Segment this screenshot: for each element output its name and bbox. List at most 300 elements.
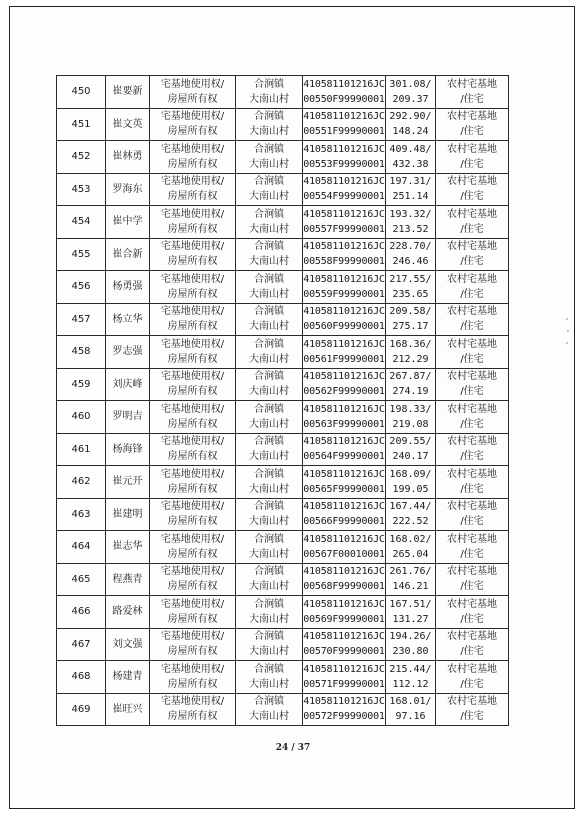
cell-right-type — [150, 466, 236, 499]
cell-area-text: 261.76/ — [389, 566, 432, 578]
cell-right-type-text: 房屋所有权 — [167, 191, 218, 203]
cell-usage — [436, 693, 509, 726]
cell-location — [236, 271, 303, 304]
cell-area-text: 168.36/ — [389, 338, 432, 350]
cell-area — [386, 173, 436, 206]
cell-right-type — [150, 206, 236, 239]
cell-unit-code-text: 410581101216JC — [303, 566, 385, 578]
cell-area-text: 215.44/ — [389, 663, 432, 675]
cell-serial-number — [57, 303, 106, 336]
cell-owner-name — [106, 596, 150, 629]
cell-owner-name — [106, 433, 150, 466]
cell-right-type-text: 房屋所有权 — [167, 613, 218, 625]
table-row — [57, 596, 509, 629]
cell-unit-code-text: 00559F99990001 — [303, 288, 385, 300]
cell-owner-name-text: 杨立华 — [112, 313, 143, 325]
cell-unit-code-text: 00568F99990001 — [303, 581, 385, 593]
cell-serial-number — [57, 401, 106, 434]
cell-unit-code-text: 410581101216JC — [303, 111, 385, 123]
cell-unit-code-text: 00560F99990001 — [303, 321, 385, 333]
cell-location-text: 合涧镇 — [254, 176, 284, 188]
cell-area-text: 168.09/ — [389, 468, 432, 480]
cell-usage-text: /住宅 — [460, 386, 484, 398]
cell-area — [386, 596, 436, 629]
cell-unit-code — [303, 368, 386, 401]
cell-location — [236, 368, 303, 401]
cell-right-type-text: 房屋所有权 — [167, 451, 218, 463]
cell-right-type — [150, 238, 236, 271]
cell-unit-code-text: 410581101216JC — [303, 338, 385, 350]
cell-location — [236, 76, 303, 109]
cell-usage-text: 农村宅基地 — [447, 663, 497, 675]
cell-owner-name-text: 罗明吉 — [112, 411, 143, 423]
cell-unit-code-text: 00570F99990001 — [303, 646, 385, 658]
cell-unit-code — [303, 596, 386, 629]
cell-location-text: 大南山村 — [249, 581, 289, 593]
cell-area-text: 97.16 — [395, 711, 426, 723]
cell-area-text: 251.14 — [392, 191, 429, 203]
cell-usage-text: 农村宅基地 — [447, 241, 497, 253]
cell-right-type — [150, 433, 236, 466]
cell-owner-name — [106, 628, 150, 661]
cell-usage — [436, 498, 509, 531]
cell-serial-number — [57, 238, 106, 271]
cell-usage-text: /住宅 — [460, 353, 484, 365]
cell-serial-number — [57, 563, 106, 596]
cell-location — [236, 238, 303, 271]
cell-area-text: 235.65 — [392, 288, 429, 300]
cell-serial-number — [57, 498, 106, 531]
cell-location-text: 合涧镇 — [254, 501, 284, 513]
cell-right-type — [150, 336, 236, 369]
cell-right-type-text: 宅基地使用权/ — [160, 78, 225, 90]
cell-area-text: 240.17 — [392, 451, 429, 463]
cell-unit-code-text: 00569F99990001 — [303, 613, 385, 625]
cell-location-text: 合涧镇 — [254, 566, 284, 578]
cell-right-type-text: 房屋所有权 — [167, 548, 218, 560]
table-row — [57, 433, 509, 466]
cell-location — [236, 693, 303, 726]
cell-area-text: 213.52 — [392, 223, 429, 235]
cell-right-type — [150, 498, 236, 531]
table-row — [57, 108, 509, 141]
cell-usage-text: 农村宅基地 — [447, 273, 497, 285]
cell-unit-code — [303, 141, 386, 174]
cell-location-text: 大南山村 — [249, 126, 289, 138]
cell-usage-text: /住宅 — [460, 646, 484, 658]
cell-serial-number — [57, 76, 106, 109]
cell-unit-code — [303, 206, 386, 239]
table-row — [57, 206, 509, 239]
cell-owner-name — [106, 141, 150, 174]
cell-unit-code — [303, 76, 386, 109]
cell-serial-number — [57, 141, 106, 174]
cell-area — [386, 693, 436, 726]
cell-area — [386, 206, 436, 239]
cell-area — [386, 563, 436, 596]
cell-area — [386, 368, 436, 401]
cell-unit-code — [303, 108, 386, 141]
cell-right-type-text: 房屋所有权 — [167, 158, 218, 170]
cell-serial-number — [57, 693, 106, 726]
cell-area-text: 275.17 — [392, 321, 429, 333]
cell-location — [236, 206, 303, 239]
cell-usage-text: /住宅 — [460, 256, 484, 268]
cell-location — [236, 466, 303, 499]
cell-location-text: 大南山村 — [249, 353, 289, 365]
cell-right-type — [150, 661, 236, 694]
cell-right-type-text: 宅基地使用权/ — [160, 468, 225, 480]
cell-right-type — [150, 303, 236, 336]
cell-right-type-text: 宅基地使用权/ — [160, 208, 225, 220]
cell-right-type — [150, 368, 236, 401]
table-row — [57, 531, 509, 564]
cell-usage-text: 农村宅基地 — [447, 436, 497, 448]
cell-usage — [436, 433, 509, 466]
registration-table — [56, 75, 509, 726]
cell-area — [386, 238, 436, 271]
cell-location-text: 大南山村 — [249, 451, 289, 463]
cell-location-text: 合涧镇 — [254, 403, 284, 415]
table-row — [57, 498, 509, 531]
cell-area-text: 212.29 — [392, 353, 429, 365]
cell-serial-number-text: 463 — [71, 508, 91, 520]
cell-area — [386, 76, 436, 109]
cell-right-type-text: 房屋所有权 — [167, 483, 218, 495]
cell-serial-number-text: 459 — [71, 378, 91, 390]
cell-usage — [436, 271, 509, 304]
cell-usage-text: 农村宅基地 — [447, 501, 497, 513]
cell-location — [236, 628, 303, 661]
cell-unit-code-text: 410581101216JC — [303, 533, 385, 545]
cell-usage-text: /住宅 — [460, 613, 484, 625]
cell-area-text: 146.21 — [392, 581, 429, 593]
cell-unit-code — [303, 401, 386, 434]
cell-usage-text: /住宅 — [460, 418, 484, 430]
cell-usage-text: 农村宅基地 — [447, 306, 497, 318]
cell-usage — [436, 76, 509, 109]
cell-owner-name-text: 崔中学 — [112, 216, 143, 228]
cell-area-text: 131.27 — [392, 613, 429, 625]
cell-usage-text: /住宅 — [460, 126, 484, 138]
cell-location-text: 大南山村 — [249, 548, 289, 560]
cell-right-type-text: 宅基地使用权/ — [160, 533, 225, 545]
cell-right-type-text: 房屋所有权 — [167, 581, 218, 593]
cell-area — [386, 108, 436, 141]
cell-location-text: 大南山村 — [249, 418, 289, 430]
cell-right-type — [150, 628, 236, 661]
cell-unit-code-text: 410581101216JC — [303, 78, 385, 90]
table-row — [57, 141, 509, 174]
cell-right-type — [150, 563, 236, 596]
cell-unit-code-text: 00571F99990001 — [303, 678, 385, 690]
cell-right-type-text: 房屋所有权 — [167, 256, 218, 268]
cell-owner-name — [106, 173, 150, 206]
cell-serial-number — [57, 206, 106, 239]
cell-location-text: 合涧镇 — [254, 143, 284, 155]
table-row — [57, 238, 509, 271]
cell-location-text: 大南山村 — [249, 613, 289, 625]
cell-location-text: 大南山村 — [249, 321, 289, 333]
cell-usage-text: /住宅 — [460, 483, 484, 495]
cell-unit-code-text: 410581101216JC — [303, 436, 385, 448]
cell-usage — [436, 628, 509, 661]
cell-area — [386, 531, 436, 564]
cell-right-type-text: 房屋所有权 — [167, 321, 218, 333]
cell-area — [386, 141, 436, 174]
cell-location-text: 大南山村 — [249, 386, 289, 398]
cell-unit-code-text: 410581101216JC — [303, 631, 385, 643]
cell-right-type — [150, 108, 236, 141]
page-number: 24 / 37 — [275, 743, 311, 753]
cell-usage — [436, 368, 509, 401]
cell-unit-code-text: 410581101216JC — [303, 208, 385, 220]
cell-right-type-text: 宅基地使用权/ — [160, 696, 225, 708]
cell-owner-name — [106, 661, 150, 694]
cell-right-type-text: 房屋所有权 — [167, 678, 218, 690]
cell-serial-number-text: 467 — [71, 638, 91, 650]
cell-location-text: 合涧镇 — [254, 436, 284, 448]
cell-location-text: 大南山村 — [249, 711, 289, 723]
cell-area — [386, 466, 436, 499]
cell-owner-name-text: 崔林勇 — [112, 151, 143, 163]
cell-unit-code-text: 00561F99990001 — [303, 353, 385, 365]
cell-owner-name-text: 程燕青 — [112, 573, 143, 585]
cell-serial-number-text: 455 — [71, 248, 91, 260]
cell-unit-code-text: 00567F00010001 — [303, 548, 385, 560]
cell-area — [386, 271, 436, 304]
cell-owner-name — [106, 336, 150, 369]
cell-right-type-text: 宅基地使用权/ — [160, 631, 225, 643]
cell-usage-text: 农村宅基地 — [447, 631, 497, 643]
cell-location — [236, 141, 303, 174]
cell-area-text: 112.12 — [392, 678, 429, 690]
cell-right-type — [150, 271, 236, 304]
cell-usage-text: /住宅 — [460, 581, 484, 593]
cell-right-type-text: 宅基地使用权/ — [160, 566, 225, 578]
cell-area-text: 199.05 — [392, 483, 429, 495]
cell-unit-code-text: 410581101216JC — [303, 468, 385, 480]
cell-location-text: 合涧镇 — [254, 468, 284, 480]
cell-area-text: 230.80 — [392, 646, 429, 658]
cell-usage — [436, 206, 509, 239]
cell-right-type-text: 宅基地使用权/ — [160, 598, 225, 610]
cell-location-text: 大南山村 — [249, 256, 289, 268]
cell-right-type-text: 宅基地使用权/ — [160, 501, 225, 513]
cell-right-type-text: 房屋所有权 — [167, 646, 218, 658]
table-row — [57, 401, 509, 434]
cell-usage — [436, 108, 509, 141]
cell-unit-code — [303, 628, 386, 661]
cell-right-type-text: 房屋所有权 — [167, 126, 218, 138]
cell-unit-code-text: 00572F99990001 — [303, 711, 385, 723]
cell-usage-text: /住宅 — [460, 711, 484, 723]
cell-serial-number-text: 464 — [71, 541, 91, 553]
scan-speck — [566, 318, 568, 320]
cell-serial-number — [57, 108, 106, 141]
cell-usage — [436, 303, 509, 336]
cell-area-text: 292.90/ — [389, 111, 432, 123]
cell-right-type-text: 房屋所有权 — [167, 223, 218, 235]
scan-speck — [566, 342, 568, 344]
cell-unit-code-text: 410581101216JC — [303, 143, 385, 155]
cell-area — [386, 433, 436, 466]
cell-area-text: 193.32/ — [389, 208, 432, 220]
cell-serial-number — [57, 433, 106, 466]
cell-right-type-text: 房屋所有权 — [167, 711, 218, 723]
cell-unit-code — [303, 531, 386, 564]
cell-location — [236, 173, 303, 206]
cell-usage-text: /住宅 — [460, 158, 484, 170]
cell-right-type — [150, 401, 236, 434]
cell-area — [386, 498, 436, 531]
cell-location-text: 合涧镇 — [254, 78, 284, 90]
table-row — [57, 303, 509, 336]
cell-location-text: 大南山村 — [249, 93, 289, 105]
cell-right-type — [150, 141, 236, 174]
cell-serial-number-text: 460 — [71, 411, 91, 423]
cell-area-text: 246.46 — [392, 256, 429, 268]
cell-area-text: 267.87/ — [389, 371, 432, 383]
cell-owner-name — [106, 271, 150, 304]
cell-usage-text: 农村宅基地 — [447, 338, 497, 350]
cell-location — [236, 401, 303, 434]
cell-area-text: 301.08/ — [389, 78, 432, 90]
cell-location-text: 大南山村 — [249, 223, 289, 235]
cell-unit-code-text: 00553F99990001 — [303, 158, 385, 170]
cell-serial-number — [57, 661, 106, 694]
cell-area-text: 409.48/ — [389, 143, 432, 155]
cell-area-text: 209.58/ — [389, 306, 432, 318]
cell-owner-name-text: 崔要新 — [112, 86, 143, 98]
cell-location — [236, 563, 303, 596]
cell-unit-code-text: 410581101216JC — [303, 663, 385, 675]
cell-area-text: 168.01/ — [389, 696, 432, 708]
cell-owner-name-text: 崔元开 — [112, 476, 143, 488]
cell-serial-number-text: 451 — [71, 118, 91, 130]
cell-location — [236, 108, 303, 141]
cell-unit-code-text: 410581101216JC — [303, 241, 385, 253]
cell-location-text: 大南山村 — [249, 646, 289, 658]
table-row — [57, 628, 509, 661]
cell-unit-code-text: 410581101216JC — [303, 501, 385, 513]
cell-area-text: 198.33/ — [389, 403, 432, 415]
cell-owner-name — [106, 368, 150, 401]
cell-serial-number-text: 465 — [71, 573, 91, 585]
cell-right-type-text: 宅基地使用权/ — [160, 176, 225, 188]
cell-usage-text: /住宅 — [460, 191, 484, 203]
cell-usage — [436, 238, 509, 271]
cell-area-text: 217.55/ — [389, 273, 432, 285]
cell-right-type-text: 房屋所有权 — [167, 93, 218, 105]
cell-usage-text: 农村宅基地 — [447, 371, 497, 383]
cell-right-type-text: 房屋所有权 — [167, 418, 218, 430]
cell-right-type-text: 房屋所有权 — [167, 288, 218, 300]
cell-owner-name — [106, 238, 150, 271]
cell-serial-number-text: 458 — [71, 346, 91, 358]
cell-location-text: 合涧镇 — [254, 338, 284, 350]
cell-usage-text: 农村宅基地 — [447, 111, 497, 123]
cell-unit-code-text: 00565F99990001 — [303, 483, 385, 495]
cell-unit-code-text: 00564F99990001 — [303, 451, 385, 463]
cell-location-text: 大南山村 — [249, 191, 289, 203]
cell-unit-code-text: 00550F99990001 — [303, 93, 385, 105]
cell-location — [236, 303, 303, 336]
cell-usage-text: /住宅 — [460, 223, 484, 235]
cell-area-text: 194.26/ — [389, 631, 432, 643]
cell-right-type — [150, 531, 236, 564]
cell-unit-code — [303, 466, 386, 499]
cell-serial-number-text: 462 — [71, 476, 91, 488]
cell-owner-name — [106, 76, 150, 109]
cell-unit-code — [303, 498, 386, 531]
cell-right-type — [150, 596, 236, 629]
cell-area — [386, 401, 436, 434]
cell-right-type-text: 房屋所有权 — [167, 386, 218, 398]
cell-usage — [436, 401, 509, 434]
cell-location — [236, 661, 303, 694]
cell-usage-text: /住宅 — [460, 451, 484, 463]
cell-location-text: 大南山村 — [249, 516, 289, 528]
cell-serial-number — [57, 531, 106, 564]
cell-owner-name-text: 杨勇强 — [112, 281, 143, 293]
cell-right-type — [150, 693, 236, 726]
cell-area-text: 222.52 — [392, 516, 429, 528]
cell-location-text: 合涧镇 — [254, 371, 284, 383]
cell-unit-code-text: 410581101216JC — [303, 371, 385, 383]
cell-location-text: 大南山村 — [249, 678, 289, 690]
cell-area-text: 167.44/ — [389, 501, 432, 513]
cell-unit-code — [303, 303, 386, 336]
table-row — [57, 563, 509, 596]
cell-serial-number-text: 466 — [71, 606, 91, 618]
cell-usage-text: 农村宅基地 — [447, 143, 497, 155]
cell-unit-code-text: 410581101216JC — [303, 273, 385, 285]
cell-location-text: 大南山村 — [249, 158, 289, 170]
cell-location — [236, 596, 303, 629]
cell-unit-code — [303, 661, 386, 694]
cell-right-type-text: 宅基地使用权/ — [160, 663, 225, 675]
cell-owner-name-text: 杨海锋 — [112, 443, 143, 455]
cell-usage — [436, 661, 509, 694]
cell-serial-number — [57, 173, 106, 206]
cell-right-type-text: 宅基地使用权/ — [160, 371, 225, 383]
cell-usage — [436, 596, 509, 629]
cell-serial-number — [57, 596, 106, 629]
cell-owner-name — [106, 563, 150, 596]
cell-right-type — [150, 76, 236, 109]
cell-owner-name-text: 路爱林 — [112, 606, 143, 618]
cell-usage — [436, 531, 509, 564]
cell-serial-number-text: 469 — [71, 703, 91, 715]
cell-location-text: 合涧镇 — [254, 111, 284, 123]
cell-serial-number-text: 454 — [71, 216, 91, 228]
cell-usage-text: /住宅 — [460, 321, 484, 333]
cell-usage-text: /住宅 — [460, 516, 484, 528]
cell-location-text: 合涧镇 — [254, 533, 284, 545]
cell-serial-number — [57, 336, 106, 369]
cell-owner-name-text: 崔文英 — [112, 118, 143, 130]
cell-owner-name-text: 崔合新 — [112, 248, 143, 260]
cell-location-text: 合涧镇 — [254, 696, 284, 708]
cell-usage — [436, 336, 509, 369]
cell-area-text: 432.38 — [392, 158, 429, 170]
cell-location-text: 大南山村 — [249, 483, 289, 495]
cell-owner-name-text: 刘文强 — [112, 638, 143, 650]
cell-unit-code-text: 00551F99990001 — [303, 126, 385, 138]
cell-owner-name — [106, 303, 150, 336]
cell-unit-code — [303, 336, 386, 369]
